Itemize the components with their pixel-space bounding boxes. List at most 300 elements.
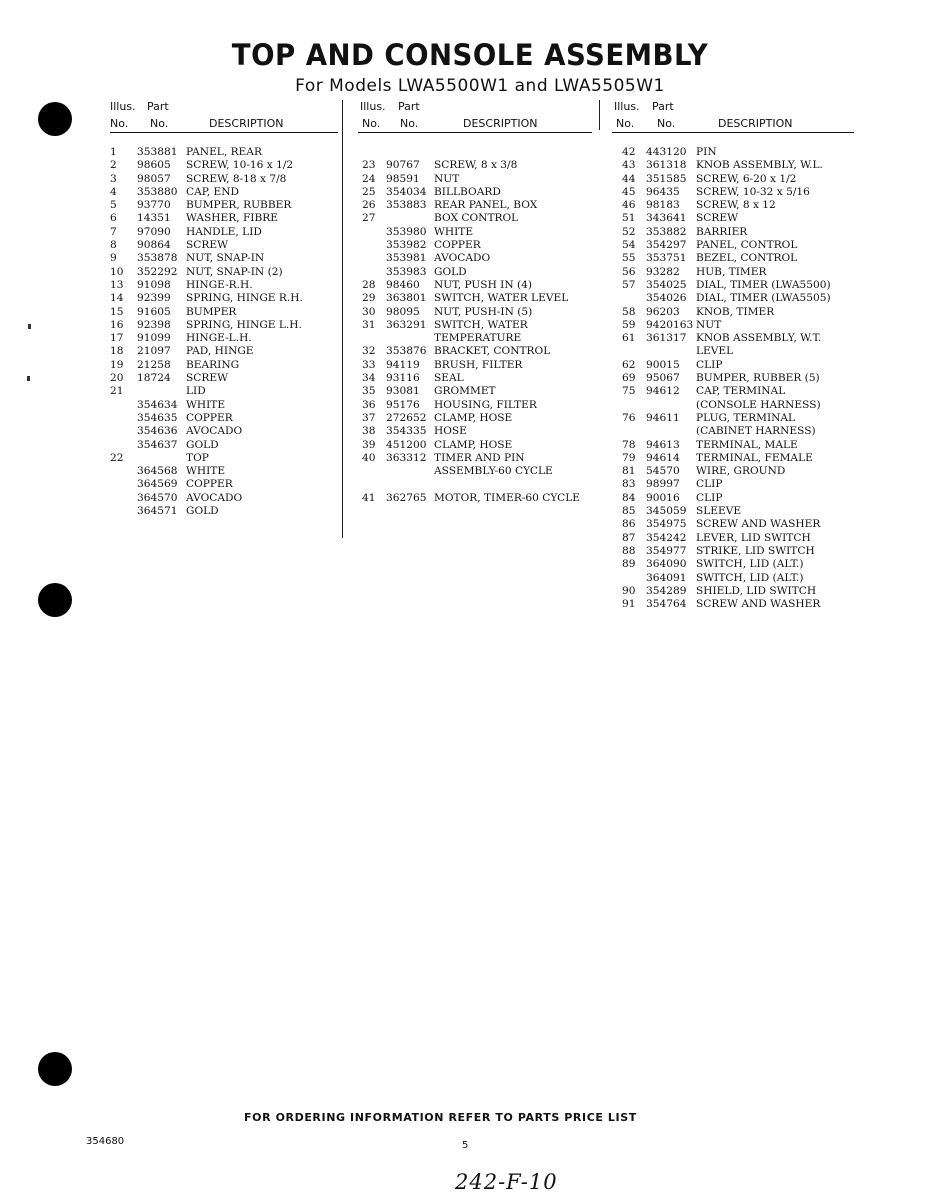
part-description: SCREW, 6-20 x 1/2	[696, 172, 797, 185]
part-row	[358, 412, 598, 425]
part-number: 354297	[646, 239, 687, 252]
illus-number: 35	[362, 385, 376, 398]
part-row	[612, 226, 857, 239]
part-row	[110, 292, 340, 305]
part-description: WHITE	[186, 398, 226, 411]
illus-number: 27	[362, 212, 376, 225]
part-row	[612, 239, 857, 252]
illus-number: 88	[622, 544, 636, 557]
header-part-no: No.	[400, 117, 419, 130]
part-row	[612, 585, 857, 598]
part-row	[110, 159, 340, 172]
page-title: TOP AND CONSOLE ASSEMBLY	[231, 38, 709, 72]
part-row	[612, 173, 857, 186]
part-description: MOTOR, TIMER-60 CYCLE	[434, 491, 581, 504]
part-number: 91099	[137, 332, 171, 345]
part-number: 364569	[137, 478, 178, 491]
part-number: 21258	[137, 358, 171, 371]
illus-number: 59	[622, 318, 636, 331]
part-description: LEVER, LID SWITCH	[696, 531, 811, 544]
illus-number: 54	[622, 239, 636, 252]
part-description: SCREW, 8 x 12	[696, 199, 776, 212]
illus-number: 55	[622, 252, 636, 265]
part-number: 98057	[137, 172, 171, 185]
header-no: No.	[110, 117, 129, 130]
part-row	[612, 332, 857, 345]
punch-hole	[38, 102, 72, 136]
header-no: No.	[362, 117, 381, 130]
illus-number: 25	[362, 185, 376, 198]
part-description: CLIP	[696, 491, 723, 504]
illus-number: 90	[622, 584, 636, 597]
part-number: 353981	[386, 252, 427, 265]
part-row	[358, 478, 598, 491]
part-row	[358, 146, 598, 159]
part-row	[612, 385, 857, 398]
header-description: DESCRIPTION	[718, 117, 793, 130]
part-number: 353751	[646, 252, 687, 265]
part-row	[612, 306, 857, 319]
part-number: 361318	[646, 159, 687, 172]
illus-number: 18	[110, 345, 124, 358]
part-number: 96435	[646, 185, 680, 198]
part-row	[358, 252, 598, 265]
illus-number: 20	[110, 372, 124, 385]
part-number: 93116	[386, 372, 420, 385]
illus-number: 81	[622, 465, 636, 478]
part-number: 354764	[646, 598, 687, 611]
part-row	[612, 159, 857, 172]
part-number: 451200	[386, 438, 427, 451]
part-number: 363801	[386, 292, 427, 305]
illus-number: 61	[622, 332, 636, 345]
part-row	[110, 492, 340, 505]
illus-number: 10	[110, 265, 124, 278]
part-row	[358, 439, 598, 452]
illus-number: 34	[362, 372, 376, 385]
illus-number: 17	[110, 332, 124, 345]
part-description: LEVEL	[696, 345, 734, 358]
part-row	[110, 439, 340, 452]
part-number: 352292	[137, 265, 178, 278]
part-row	[110, 226, 340, 239]
part-row	[612, 146, 857, 159]
illus-number: 37	[362, 411, 376, 424]
part-number: 95176	[386, 398, 420, 411]
part-description: COPPER	[434, 239, 481, 252]
part-row	[612, 266, 857, 279]
part-description: ASSEMBLY-60 CYCLE	[434, 465, 553, 478]
part-description: GOLD	[186, 505, 219, 518]
part-number: 272652	[386, 411, 427, 424]
part-description: SLEEVE	[696, 505, 742, 518]
part-number: 354242	[646, 531, 687, 544]
illus-number: 56	[622, 265, 636, 278]
part-description: CLAMP, HOSE	[434, 411, 513, 424]
part-number: 353883	[386, 199, 427, 212]
part-description: SWITCH, WATER LEVEL	[434, 292, 569, 305]
illus-number: 15	[110, 305, 124, 318]
part-description: BRUSH, FILTER	[434, 358, 523, 371]
part-row	[110, 372, 340, 385]
part-row	[612, 465, 857, 478]
part-row	[110, 452, 340, 465]
column-divider	[599, 100, 600, 130]
part-description: AVOCADO	[434, 252, 491, 265]
part-row	[612, 412, 857, 425]
part-number: 354026	[646, 292, 687, 305]
part-number: 354636	[137, 425, 178, 438]
illus-number: 21	[110, 385, 124, 398]
illus-number: 9	[110, 252, 117, 265]
part-row	[358, 159, 598, 172]
part-number: 94613	[646, 438, 680, 451]
column-divider	[342, 100, 343, 538]
header-illus: Illus.	[614, 100, 640, 113]
illus-number: 31	[362, 318, 376, 331]
part-number: 21097	[137, 345, 171, 358]
illus-number: 46	[622, 199, 636, 212]
part-row	[612, 478, 857, 491]
part-row	[612, 372, 857, 385]
part-description: BARRIER	[696, 225, 748, 238]
part-number: 354034	[386, 185, 427, 198]
part-description: SCREW	[696, 212, 738, 225]
part-number: 363312	[386, 451, 427, 464]
part-row	[110, 425, 340, 438]
part-description: SPRING, HINGE L.H.	[186, 318, 302, 331]
part-description: CLAMP, HOSE	[434, 438, 513, 451]
part-description: GROMMET	[434, 385, 496, 398]
part-number: 353876	[386, 345, 427, 358]
illus-number: 29	[362, 292, 376, 305]
illus-number: 45	[622, 185, 636, 198]
illus-number: 19	[110, 358, 124, 371]
part-description: CAP, END	[186, 185, 239, 198]
illus-number: 28	[362, 278, 376, 291]
illus-number: 43	[622, 159, 636, 172]
part-number: 97090	[137, 225, 171, 238]
part-row	[358, 212, 598, 225]
part-description: NUT	[434, 172, 460, 185]
illus-number: 58	[622, 305, 636, 318]
part-description: PANEL, CONTROL	[696, 239, 798, 252]
header-description: DESCRIPTION	[463, 117, 538, 130]
part-number: 364571	[137, 505, 178, 518]
part-number: 96203	[646, 305, 680, 318]
page-subtitle: For Models LWA5500W1 and LWA5505W1	[295, 76, 665, 96]
part-row	[612, 399, 857, 412]
header-illus: Illus.	[360, 100, 386, 113]
part-number: 94119	[386, 358, 420, 371]
illus-number: 7	[110, 225, 117, 238]
part-number: 9420163	[646, 318, 694, 331]
part-number: 95067	[646, 372, 680, 385]
part-row	[612, 212, 857, 225]
part-description: CLIP	[696, 478, 723, 491]
header-part-no: No.	[150, 117, 169, 130]
header-part: Part	[652, 100, 674, 113]
part-description: NUT, SNAP-IN (2)	[186, 265, 283, 278]
column-header	[358, 98, 598, 134]
illus-number: 57	[622, 278, 636, 291]
illus-number: 52	[622, 225, 636, 238]
part-description: TIMER AND PIN	[434, 451, 525, 464]
header-part: Part	[398, 100, 420, 113]
part-description: HOSE	[434, 425, 467, 438]
parts-column-3	[612, 98, 857, 611]
illus-number: 39	[362, 438, 376, 451]
part-description: SCREW AND WASHER	[696, 518, 821, 531]
part-number: 353983	[386, 265, 427, 278]
part-description: GOLD	[186, 438, 219, 451]
part-description: BEZEL, CONTROL	[696, 252, 798, 265]
part-row	[358, 266, 598, 279]
part-row	[110, 465, 340, 478]
part-number: 364568	[137, 465, 178, 478]
document-number: 354680	[86, 1136, 125, 1147]
illus-number: 87	[622, 531, 636, 544]
part-description: CAP, TERMINAL	[696, 385, 786, 398]
part-row	[612, 292, 857, 305]
parts-column-2	[358, 98, 598, 505]
part-description: SCREW, 8 x 3/8	[434, 159, 518, 172]
part-row	[358, 279, 598, 292]
part-row	[612, 452, 857, 465]
part-description: PANEL, REAR	[186, 146, 262, 158]
illus-number: 86	[622, 518, 636, 531]
part-number: 363291	[386, 318, 427, 331]
illus-number: 26	[362, 199, 376, 212]
part-description: WIRE, GROUND	[696, 465, 786, 478]
part-row	[358, 186, 598, 199]
header-rule	[358, 132, 592, 133]
illus-number: 83	[622, 478, 636, 491]
parts-column-1	[110, 98, 340, 518]
part-row	[612, 572, 857, 585]
part-number: 364091	[646, 571, 687, 584]
part-number: 364090	[646, 558, 687, 571]
illus-number: 16	[110, 318, 124, 331]
part-row	[612, 518, 857, 531]
part-row	[358, 292, 598, 305]
part-description: WHITE	[434, 225, 474, 238]
part-number: 90016	[646, 491, 680, 504]
part-number: 443120	[646, 146, 687, 158]
part-row	[110, 478, 340, 491]
part-description: SWITCH, LID (ALT.)	[696, 558, 804, 571]
illus-number: 41	[362, 491, 376, 504]
ordering-info-footer: FOR ORDERING INFORMATION REFER TO PARTS PRICE LIST	[244, 1111, 637, 1124]
part-description: TEMPERATURE	[434, 332, 522, 345]
part-row	[110, 266, 340, 279]
part-row	[110, 306, 340, 319]
part-description: SCREW, 10-32 x 5/16	[696, 185, 810, 198]
part-description: BUMPER, RUBBER	[186, 199, 292, 212]
part-description: SWITCH, WATER	[434, 318, 528, 331]
illus-number: 13	[110, 278, 124, 291]
part-number: 93282	[646, 265, 680, 278]
part-description: LID	[186, 385, 206, 398]
illus-number: 76	[622, 411, 636, 424]
part-number: 353878	[137, 252, 178, 265]
part-number: 98997	[646, 478, 680, 491]
illus-number: 36	[362, 398, 376, 411]
part-description: (CONSOLE HARNESS)	[696, 398, 821, 411]
part-number: 343641	[646, 212, 687, 225]
part-number: 362765	[386, 491, 427, 504]
part-row	[612, 598, 857, 611]
part-number: 345059	[646, 505, 687, 518]
part-description: STRIKE, LID SWITCH	[696, 544, 815, 557]
part-row	[358, 425, 598, 438]
part-description: BEARING	[186, 358, 240, 371]
punch-hole	[38, 583, 72, 617]
part-row	[110, 505, 340, 518]
part-description: NUT, PUSH-IN (5)	[434, 305, 533, 318]
illus-number: 75	[622, 385, 636, 398]
part-description: TERMINAL, MALE	[696, 438, 798, 451]
part-description: BILLBOARD	[434, 185, 501, 198]
part-number: 18724	[137, 372, 171, 385]
part-description: NUT, SNAP-IN	[186, 252, 265, 265]
part-description: HUB, TIMER	[696, 265, 767, 278]
part-row	[612, 439, 857, 452]
illus-number: 89	[622, 558, 636, 571]
part-description: PAD, HINGE	[186, 345, 254, 358]
illus-number: 8	[110, 239, 117, 252]
illus-number: 40	[362, 451, 376, 464]
part-description: PLUG, TERMINAL	[696, 411, 796, 424]
part-description: BUMPER	[186, 305, 237, 318]
part-number: 98591	[386, 172, 420, 185]
part-number: 14351	[137, 212, 171, 225]
illus-number: 51	[622, 212, 636, 225]
part-number: 354289	[646, 584, 687, 597]
part-description: COPPER	[186, 478, 233, 491]
part-row	[358, 452, 598, 465]
page-number: 5	[462, 1140, 469, 1151]
part-number: 94614	[646, 451, 680, 464]
part-description: CLIP	[696, 358, 723, 371]
part-row	[110, 252, 340, 265]
illus-number: 84	[622, 491, 636, 504]
illus-number: 1	[110, 146, 117, 158]
part-number: 353982	[386, 239, 427, 252]
part-row	[110, 399, 340, 412]
scan-mark	[28, 324, 31, 329]
part-description: WASHER, FIBRE	[186, 212, 278, 225]
part-number: 354634	[137, 398, 178, 411]
part-description: KNOB ASSEMBLY, W.L.	[696, 159, 823, 172]
part-number: 353881	[137, 146, 178, 158]
part-row	[358, 319, 598, 332]
parts-list	[358, 146, 598, 505]
part-row	[110, 319, 340, 332]
part-description: SCREW, 8-18 x 7/8	[186, 172, 287, 185]
part-number: 354977	[646, 544, 687, 557]
part-description: PIN	[696, 146, 717, 158]
illus-number: 33	[362, 358, 376, 371]
part-number: 92399	[137, 292, 171, 305]
part-description: DIAL, TIMER (LWA5500)	[696, 278, 831, 291]
illus-number: 62	[622, 358, 636, 371]
part-row	[110, 212, 340, 225]
part-row	[612, 345, 857, 358]
part-description: SCREW AND WASHER	[696, 598, 821, 611]
part-description: BRACKET, CONTROL	[434, 345, 551, 358]
part-description: SCREW	[186, 239, 228, 252]
part-row	[110, 412, 340, 425]
illus-number: 78	[622, 438, 636, 451]
part-number: 98605	[137, 159, 171, 172]
illus-number: 23	[362, 159, 376, 172]
scan-mark	[27, 376, 30, 381]
illus-number: 44	[622, 172, 636, 185]
part-row	[358, 492, 598, 505]
part-row	[612, 558, 857, 571]
part-description: REAR PANEL, BOX	[434, 199, 538, 212]
part-number: 54570	[646, 465, 680, 478]
column-header	[612, 98, 857, 134]
part-number: 90015	[646, 358, 680, 371]
part-number: 91605	[137, 305, 171, 318]
part-number: 354637	[137, 438, 178, 451]
part-row	[612, 532, 857, 545]
illus-number: 24	[362, 172, 376, 185]
illus-number: 30	[362, 305, 376, 318]
part-row	[110, 279, 340, 292]
part-description: AVOCADO	[186, 425, 243, 438]
part-number: 353880	[137, 185, 178, 198]
part-row	[358, 239, 598, 252]
header-rule	[612, 132, 854, 133]
part-row	[612, 252, 857, 265]
part-number: 353980	[386, 225, 427, 238]
part-row	[612, 492, 857, 505]
part-row	[110, 199, 340, 212]
illus-number: 85	[622, 505, 636, 518]
part-number: 354635	[137, 411, 178, 424]
part-number: 354975	[646, 518, 687, 531]
illus-number: 38	[362, 425, 376, 438]
part-row	[358, 226, 598, 239]
part-description: SWITCH, LID (ALT.)	[696, 571, 804, 584]
part-row	[358, 385, 598, 398]
illus-number: 14	[110, 292, 124, 305]
part-description: SEAL	[434, 372, 464, 385]
part-description: SHIELD, LID SWITCH	[696, 584, 817, 597]
illus-number: 4	[110, 185, 117, 198]
part-description: HINGE-R.H.	[186, 278, 253, 291]
header-no: No.	[616, 117, 635, 130]
part-description: NUT, PUSH IN (4)	[434, 278, 533, 291]
header-description: DESCRIPTION	[209, 117, 284, 130]
parts-list	[110, 146, 340, 518]
part-description: TOP	[186, 451, 209, 464]
part-description: SPRING, HINGE R.H.	[186, 292, 303, 305]
part-description: AVOCADO	[186, 491, 243, 504]
part-number: 94612	[646, 385, 680, 398]
part-number: 354335	[386, 425, 427, 438]
part-row	[358, 173, 598, 186]
part-row	[110, 359, 340, 372]
illus-number: 32	[362, 345, 376, 358]
part-number: 90864	[137, 239, 171, 252]
part-number: 93081	[386, 385, 420, 398]
part-row	[358, 399, 598, 412]
illus-number: 91	[622, 598, 636, 611]
